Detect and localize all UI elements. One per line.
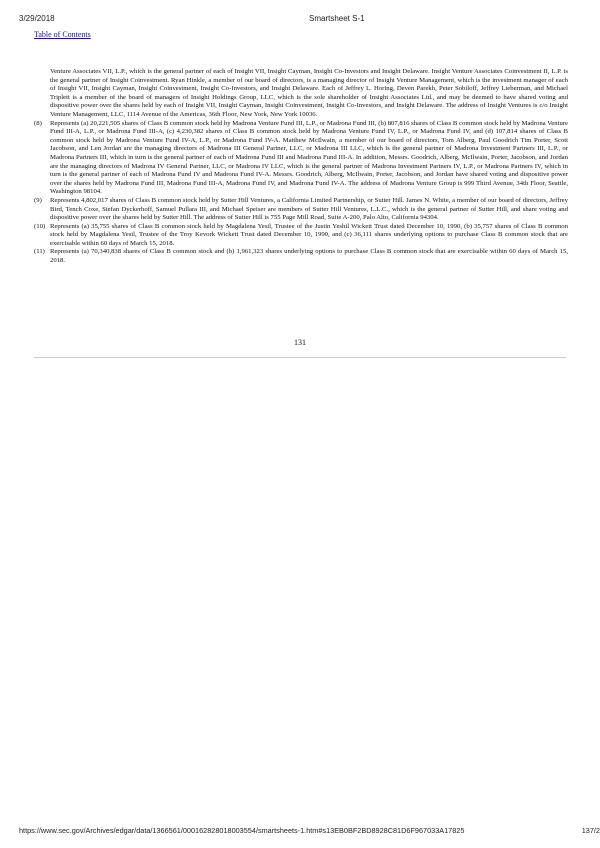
footnote-10 bbox=[34, 223, 568, 249]
footnote-number: (10) bbox=[34, 222, 46, 230]
footnote-text: Represents (a) 35,755 shares of Class B common stock held by Magdalena Yesil, Trustee of the Justin Yeshil Wickett Trust dated December 10, 1990, (b) 35,757 shares of Class B common stock held by Magdalena Yesil, Trustee of the Troy Kevork Wickett Trust dated December 10, 1990, and (c) 36,111 shares underlying options to purchase Class B common stock that are exercisable within 60 days of March 15, 2018. bbox=[50, 222, 568, 247]
page-url: https://www.sec.gov/Archives/edgar/data/1366561/000162828018003554/smartsheets-1.htm#s13EB0BF2BD8928C81D6F967033A17825 bbox=[19, 826, 465, 835]
print-date: 3/29/2018 bbox=[19, 14, 55, 23]
page-divider bbox=[34, 357, 566, 358]
footnote-continuation: Venture Associates VII, L.P., which is the general partner of each of Insight VII, Insight Cayman, Insight Co-Investors and Insight Delaware. Insight Venture Associates Coinvestment II, L.P. is the general partner of Insight Coinvestment. Ryan Hinkle, a member of our board of directors, is a managing director of Insight Venture Management, which is the investment manager of each of Insight VII, Insight Cayman, Insight Coinvestment, Insight Co-Investors, and Insight Delaware. Each of Jeffrey L. Horing, Deven Parekh, Peter Sobiloff, Jeffrey Lieberman, and Michael Triplett is a member of the board of managers of Insight Holdings Group, LLC, which is the sole shareholder of Insight Associates Ltd., and may be deemed to have shared voting and dispositive power over the shares held by each of Insight VII, Insight Cayman, Insight Coinvestment, Insight Co-Investors, and Insight Delaware. The address of Insight Ventures is c/o Insight Venture Management, LLC, 1114 Avenue of the Americas, 36th Floor, New York, New York 10036. bbox=[50, 68, 568, 118]
table-of-contents-link[interactable]: Table of Contents bbox=[34, 30, 91, 39]
footnote-number: (11) bbox=[34, 248, 45, 256]
footnote-number: (9) bbox=[34, 196, 42, 204]
footnote-number: (8) bbox=[34, 119, 42, 127]
document-title: Smartsheet S-1 bbox=[309, 14, 365, 23]
browser-print-footer bbox=[19, 826, 600, 838]
footnote-11 bbox=[34, 248, 568, 265]
footnote-text: Represents 4,802,017 shares of Class B common stock held by Sutter Hill Ventures, a California Limited Partnership, or Sutter Hill. James N. White, a member of our board of directors, Jeffrey Bird, Tench Coxe, Stefan Dyckerhoff, Samuel Pullara III, and Michael Speiser are members of Sutter Hill Ventures, L.L.C., which is the general partner of Sutter Hill, and share voting and dispositive power over the shares held by Sutter Hill. The address of Sutter Hill is 755 Page Mill Road, Suite A-200, Palo Alto, California 94304. bbox=[50, 196, 568, 222]
footnote-text: Represents (a) 20,221,505 shares of Class B common stock held by Madrona Venture Fund III, L.P., or Madrona Fund III, (b) 807,816 shares of Class B common stock held by Madrona Venture Fund III-A, L.P., or Madrona Fund III-A, (c) 4,230,382 shares of Class B common stock held by Madrona Venture Fund IV, L.P., or Madrona Fund IV, and (d) 107,814 shares of Class B common stock held by Madrona Venture Fund IV-A, L.P., or Madrona Fund IV-A. Matthew McIlwain, a member of our board of directors, Tom Alberg, Paul Goodrich Tim Porter, Scott Jacobson, and Len Jordan are the managing directors of Madrona III General Partner, LLC, or Madrona III LLC, which is the general partner of Madrona Investment Partners III, L.P., or Madrona Partners III, which in turn is the general partner of each of Madrona Fund III and Madrona Fund III-A. In addition, Messrs. Goodrich, Alberg, McIlwain, Porter, Jacobson, and Jordan are the managing directors of Madrona IV General Partner, LLC, or Madrona IV LLC, which is the general partner of Madrona Investment Partners IV, L.P., or Madrona Partners IV, which in turn is the general partner of each of Madrona Fund IV and Madrona Fund IV-A. Messrs. Goodrich, Alberg, McIlwain, Porter, Jacobson, and Jordan have shared voting and dispositive power over the shares held by Madrona Fund III, Madrona Fund III-A, Madrona Fund IV, and Madrona Fund IV-A. The address of Madrona Venture Group is 999 Third Avenue, 34th Floor, Seattle, Washington 98104. bbox=[50, 119, 568, 196]
footnotes-section bbox=[34, 68, 568, 266]
print-page-count: 137/2 bbox=[581, 826, 600, 835]
page-number: 131 bbox=[294, 338, 306, 347]
browser-print-header bbox=[19, 14, 581, 26]
footnote-8 bbox=[34, 120, 568, 197]
footnote-text: Represents (a) 70,340,838 shares of Class B common stock and (b) 1,961,323 shares underlying options to purchase Class B common stock that are exercisable within 60 days of March 15, 2018. bbox=[50, 248, 568, 265]
footnote-9 bbox=[34, 197, 568, 223]
